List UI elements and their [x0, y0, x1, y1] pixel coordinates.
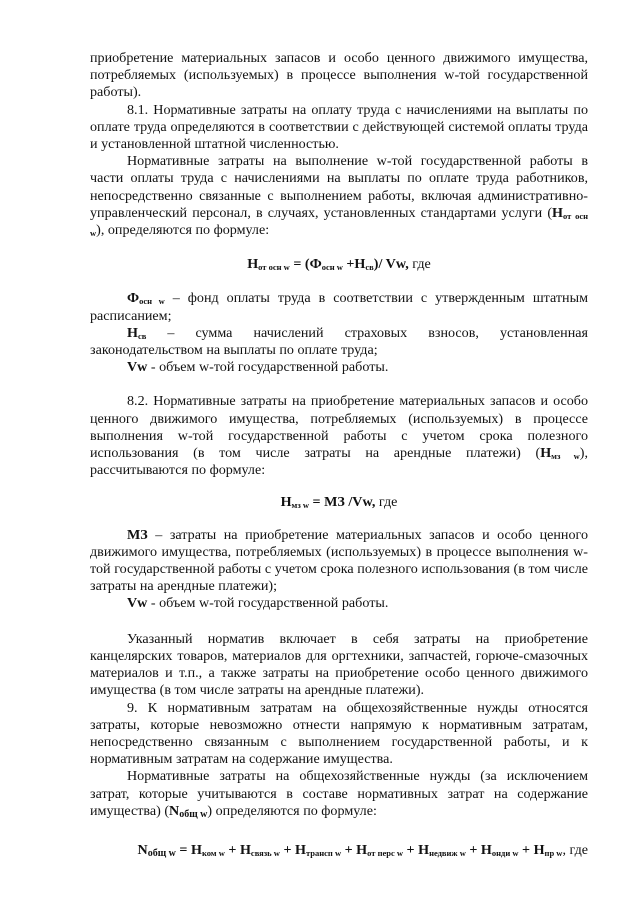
formula-labor-costs: Нот осн w = (Фосн w +Нсв)/ Vw, где [247, 256, 431, 273]
paragraph-9: 9. К нормативным затратам на общехозяйственные нужды относятся затраты, которые невозможно отнести напрямую к нормативным затратам, непосредственно связанным с выполнением государственной работы, и к нормативным затратам на содержание имущества. [90, 699, 588, 768]
paragraph-8-1-formula-intro: Нормативные затраты на выполнение w-той государственной работы в части оплаты труда с начислениями на выплаты по оплате труда работников, непосредственно связанные с выполнением работы, включая административно-управленческий персонал, в случаях, установленных стандартами услуги (Нот осн w), определяются по формуле: [90, 153, 588, 239]
definition-vw-2: Vw - объем w-той государственной работы. [127, 595, 389, 612]
definition-n-sv-continued: законодательством на выплаты по оплате труда; [90, 342, 378, 359]
formula-materials: Нмз w = МЗ /Vw, где [280, 494, 398, 511]
paragraph-8-1: 8.1. Нормативные затраты на оплату труда с начислениями на выплаты по оплате труда определяются в соответствии с действующей системой оплаты труда и установленной штатной численностью. [90, 101, 588, 153]
definition-mz: МЗ – затраты на приобретение материальных запасов и особо ценного движимого имущества, потребляемых (используемых) в процессе выполнения w-той государственной работы с учетом срока полезного использования (в том числе затраты на арендные платежи); [90, 526, 588, 595]
definition-n-sv: Нсв – сумма начислений страховых взносов, установленная [127, 324, 588, 341]
definition-f-osn: Фосн w – фонд оплаты труда в соответствии с утвержденным штатным расписанием; [90, 290, 588, 324]
formula-general-costs: Nобщ w = Нком w + Нсвязь w + Нтрансп w + Нот перс w + Ннедвиж w + Нонди w + Нпр w, где [137, 841, 588, 859]
paragraph-8-2: 8.2. Нормативные затраты на приобретение материальных запасов и особо ценного движимого имущества, потребляемых (используемых) в процессе выполнения w-той государственной работы с учетом срока полезного использования (в том числе затраты на арендные платежи) (Нмз w), рассчитываются по формуле: [90, 393, 588, 479]
paragraph-9-formula-intro: Нормативные затраты на общехозяйственные нужды (за исключением затрат, которые учитываются в составе нормативных затрат на содержание имущества) (Nобщ w) определяются по формуле: [90, 768, 588, 820]
definition-vw-1: Vw - объем w-той государственной работы. [127, 359, 389, 376]
paragraph-intro: приобретение материальных запасов и особо ценного движимого имущества, потребляемых (используемых) в процессе выполнения w-той государственной работы). [90, 50, 588, 101]
document-page [90, 50, 588, 859]
paragraph-norm-includes: Указанный норматив включает в себя затраты на приобретение канцелярских товаров, материалов для оргтехники, запчастей, горюче-смазочных материалов и т.п., а также затраты на приобретение особо ценного движимого имущества (в том числе затраты на арендные платежи). [90, 630, 588, 699]
